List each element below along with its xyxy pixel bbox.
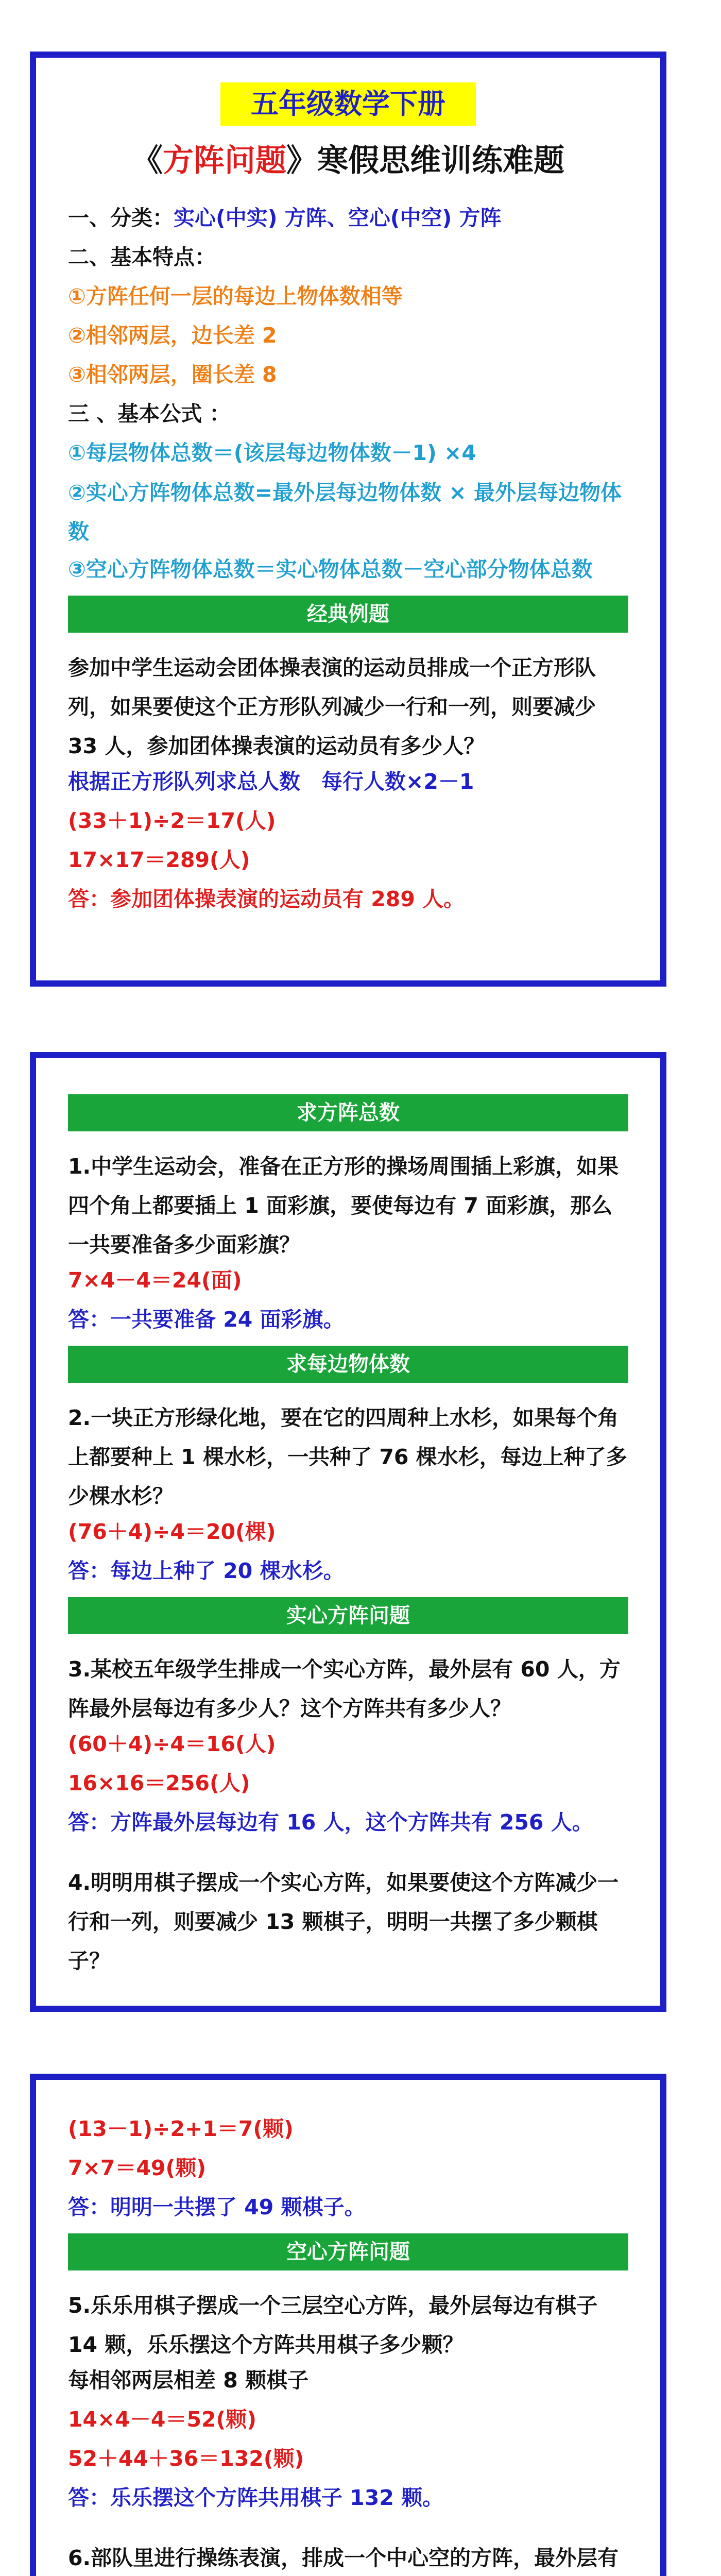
question-5-answer: 答：乐乐摆这个方阵共用棋子 132 颗。 bbox=[68, 2485, 444, 2510]
classification-label: 一、分类： bbox=[68, 206, 174, 230]
example-step: (33＋1)÷2＝17(人) bbox=[68, 808, 276, 833]
subtitle-bracket-open: 《 bbox=[132, 143, 163, 179]
question-2-step: (76＋4)÷4＝20(棵) bbox=[68, 1519, 276, 1544]
example-banner: 经典例题 bbox=[68, 596, 628, 633]
classification-value: 实心(中实) 方阵、空心(中空) 方阵 bbox=[174, 206, 502, 230]
question-4-step: (13－1)÷2+1＝7(颗) bbox=[68, 2116, 294, 2141]
intro-card-content bbox=[68, 58, 628, 925]
question-1: 1.中学生运动会，准备在正方形的操场周围插上彩旗，如果四个角上都要插上 1 面彩旗，要使每边有 7 面彩旗，那么一共要准备多少面彩旗？ bbox=[68, 1154, 619, 1257]
intro-card bbox=[30, 52, 666, 987]
classification-line bbox=[68, 205, 628, 231]
feature-item: ②相邻两层，边长差 2 bbox=[68, 323, 277, 348]
question-5: 5.乐乐用棋子摆成一个三层空心方阵，最外层每边有棋子 14 颗，乐乐摆这个方阵共用棋子多少颗？ bbox=[68, 2293, 598, 2357]
example-answer: 答：参加团体操表演的运动员有 289 人。 bbox=[68, 887, 465, 911]
subtitle-bracket-close: 》 bbox=[286, 143, 317, 179]
question-4-answer: 答：明明一共摆了 49 颗棋子。 bbox=[68, 2195, 366, 2219]
question-3-step: (60＋4)÷4＝16(人) bbox=[68, 1732, 276, 1756]
practice-card-2 bbox=[30, 2074, 666, 2576]
example-question: 参加中学生运动会团体操表演的运动员排成一个正方形队列，如果要使这个正方形队列减少一行和一列，则要减少 33 人，参加团体操表演的运动员有多少人？ bbox=[68, 655, 596, 758]
page-subtitle bbox=[68, 140, 628, 181]
question-2-answer: 答：每边上种了 20 棵水杉。 bbox=[68, 1558, 345, 1583]
question-5-step: 14×4－4＝52(颗) bbox=[68, 2407, 256, 2432]
question-2: 2.一块正方形绿化地，要在它的四周种上水杉，如果每个角上都要种上 1 棵水杉，一共种了 76 棵水杉，每边上种了多少棵水杉？ bbox=[68, 1405, 627, 1509]
question-4-step: 7×7＝49(颗) bbox=[68, 2156, 206, 2180]
edge-banner: 求每边物体数 bbox=[68, 1346, 628, 1383]
example-step: 17×17＝289(人) bbox=[68, 848, 250, 872]
question-6: 6.部队里进行操练表演，排成一个中心空的方阵，最外层有 bbox=[68, 2546, 619, 2570]
question-5-note: 每相邻两层相差 8 颗棋子 bbox=[68, 2368, 309, 2393]
solid-banner: 实心方阵问题 bbox=[68, 1597, 628, 1634]
question-3-step: 16×16＝256(人) bbox=[68, 1771, 250, 1795]
formula-item: ③空心方阵物体总数＝实心物体总数－空心部分物体总数 bbox=[68, 557, 593, 582]
page-title: 五年级数学下册 bbox=[220, 82, 476, 126]
total-banner: 求方阵总数 bbox=[68, 1094, 628, 1131]
feature-item: ①方阵任何一层的每边上物体数相等 bbox=[68, 284, 403, 309]
formula-item: ②实心方阵物体总数=最外层每边物体数 × 最外层每边物体数 bbox=[68, 480, 622, 544]
subtitle-topic: 方阵问题 bbox=[163, 143, 286, 179]
feature-item: ③相邻两层，圈长差 8 bbox=[68, 362, 277, 387]
practice-card-1-content bbox=[68, 1094, 628, 1984]
practice-card-1 bbox=[30, 1052, 666, 2012]
formula-label: 三 、基本公式 ： bbox=[68, 401, 231, 426]
question-4: 4.明明用棋子摆成一个实心方阵，如果要使这个方阵减少一行和一列，则要减少 13 颗棋子，明明一共摆了多少颗棋子？ bbox=[68, 1870, 619, 1973]
subtitle-rest: 寒假思维训练难题 bbox=[317, 143, 564, 179]
question-5-step: 52＋44＋36＝132(颗) bbox=[68, 2446, 304, 2471]
question-3-answer: 答：方阵最外层每边有 16 人，这个方阵共有 256 人。 bbox=[68, 1810, 593, 1835]
question-1-step: 7×4－4＝24(面) bbox=[68, 1268, 242, 1293]
formula-item: ①每层物体总数＝(该层每边物体数－1) ×4 bbox=[68, 440, 476, 465]
question-3: 3.某校五年级学生排成一个实心方阵，最外层有 60 人，方阵最外层每边有多少人？这个方阵共有多少人？ bbox=[68, 1657, 621, 1721]
question-1-answer: 答：一共要准备 24 面彩旗。 bbox=[68, 1307, 345, 1332]
spacer bbox=[68, 1849, 628, 1863]
hollow-banner: 空心方阵问题 bbox=[68, 2233, 628, 2270]
spacer bbox=[68, 2524, 628, 2538]
example-hint: 根据正方形队列求总人数 每行人数×2－1 bbox=[68, 769, 474, 794]
features-label: 二、基本特点： bbox=[68, 245, 216, 269]
practice-card-2-content bbox=[68, 2116, 628, 2576]
